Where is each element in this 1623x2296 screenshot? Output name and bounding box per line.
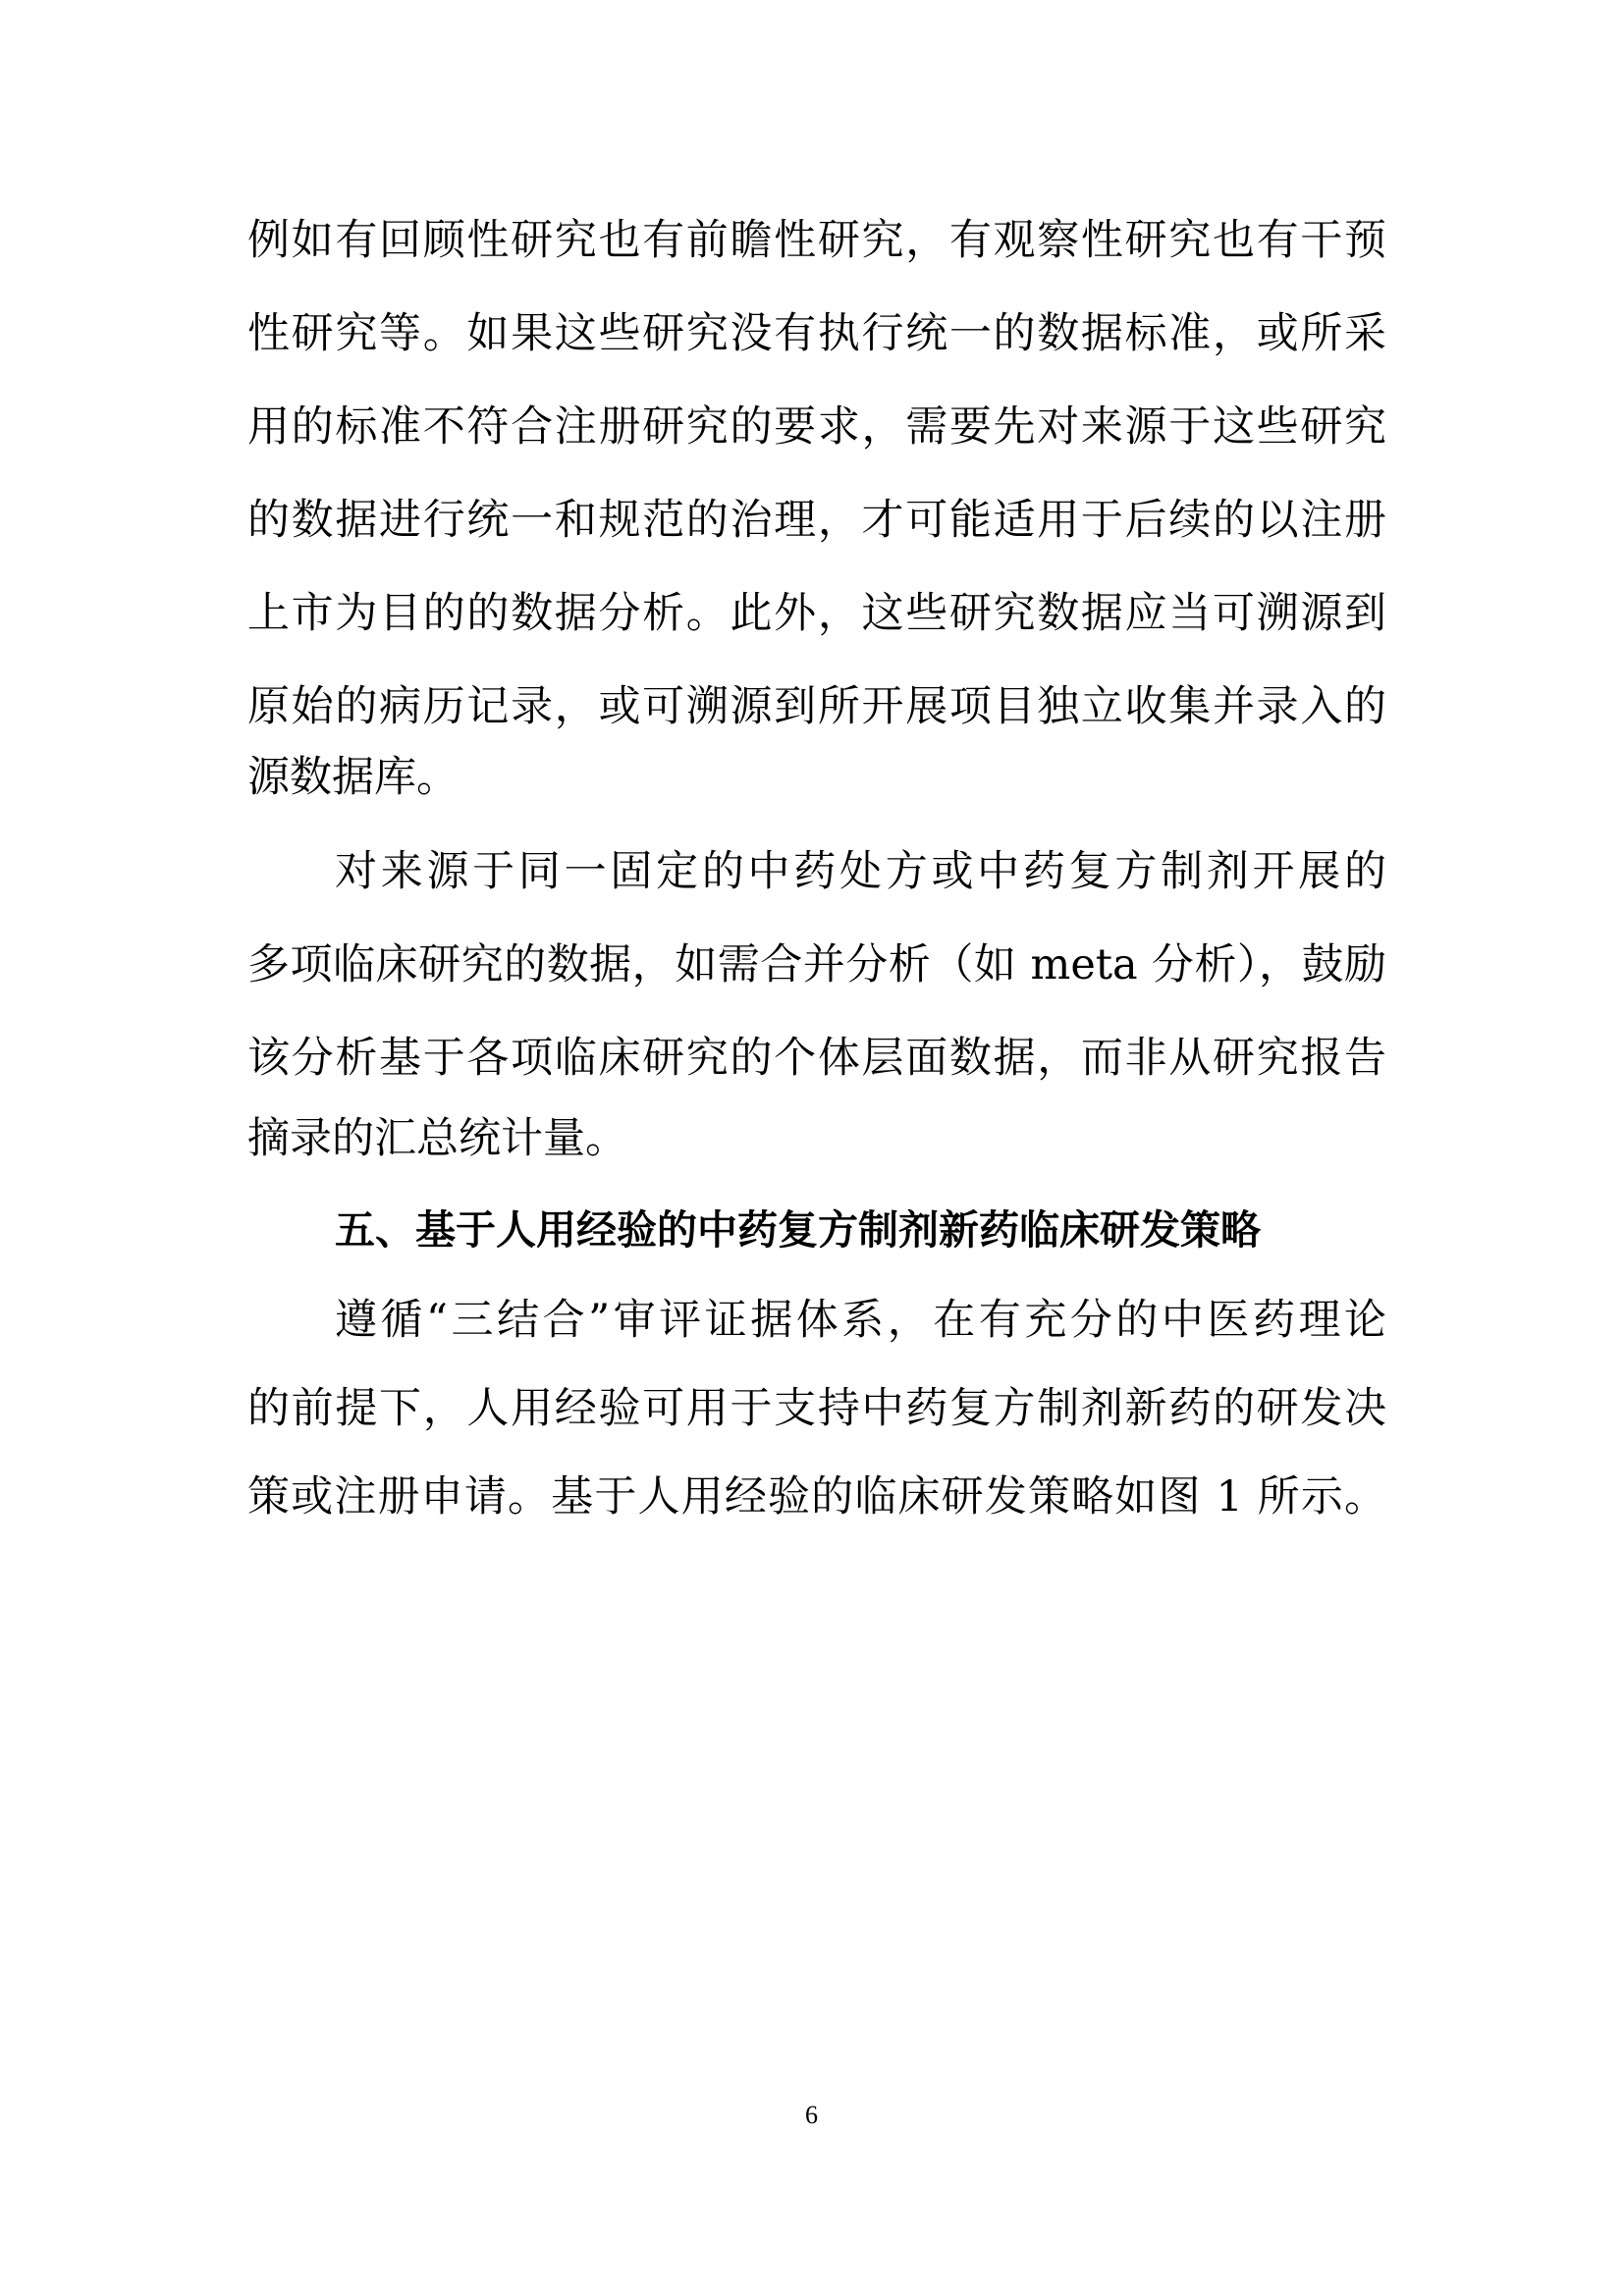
paragraph-line: 上市为目的的数据分析。此外，这些研究数据应当可溯源到: [247, 589, 1386, 638]
paragraph-line: 性研究等。如果这些研究没有执行统一的数据标准，或所采: [247, 309, 1386, 358]
paragraph-line: 例如有回顾性研究也有前瞻性研究，有观察性研究也有干预: [247, 216, 1386, 265]
paragraph-line: 对来源于同一固定的中药处方或中药复方制剂开展的: [335, 847, 1386, 896]
paragraph-line: 多项临床研究的数据，如需合并分析（如 meta 分析），鼓励: [247, 940, 1386, 989]
paragraph-line: 遵循“三结合”审评证据体系，在有充分的中医药理论: [335, 1296, 1386, 1345]
paragraph-line: 源数据库。: [247, 753, 459, 802]
section-heading: 五、基于人用经验的中药复方制剂新药临床研发策略: [335, 1206, 1261, 1254]
paragraph-line: 策或注册申请。基于人用经验的临床研发策略如图 1 所示。: [247, 1472, 1386, 1522]
page-number: 6: [805, 2101, 818, 2129]
paragraph-line: 摘录的汇总统计量。: [247, 1114, 627, 1163]
paragraph-line: 原始的病历记录，或可溯源到所开展项目独立收集并录入的: [247, 682, 1386, 731]
paragraph-line: 用的标准不符合注册研究的要求，需要先对来源于这些研究: [247, 402, 1386, 452]
paragraph-line: 该分析基于各项临床研究的个体层面数据，而非从研究报告: [247, 1034, 1386, 1083]
paragraph-line: 的数据进行统一和规范的治理，才可能适用于后续的以注册: [247, 496, 1386, 545]
paragraph-line: 的前提下，人用经验可用于支持中药复方制剂新药的研发决: [247, 1384, 1386, 1433]
